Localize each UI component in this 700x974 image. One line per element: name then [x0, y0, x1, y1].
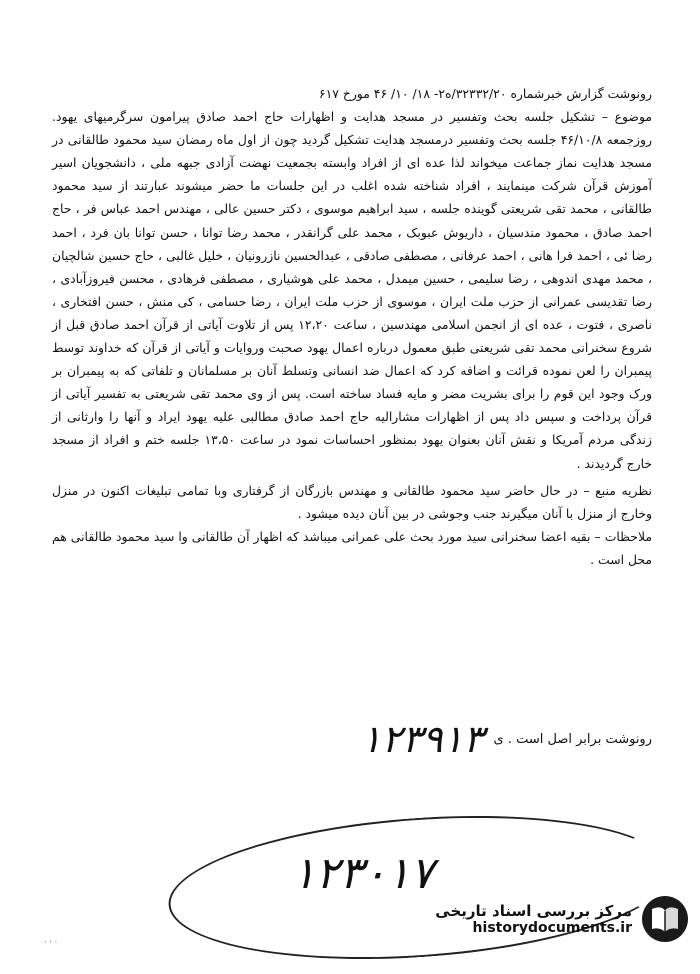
book-logo-icon — [640, 894, 690, 944]
certification-line — [361, 717, 652, 761]
paragraph-report: موضوع – تشکیل جلسه بحث وتفسیر در مسجد هدایت و اظهارات حاج احمد صادق پیرامون سرگرمیهای یهود. روزجمعه ۴۶/۱۰/۸ جلسه بحث وتفسیر درمسجد هدایت تشکیل گردید چون از اول ماه رمضان سید محمود طالقانی در مسجد هدایت نماز جماعت میخواند لذا عده ای از افراد وابسته بجمعیت نهضت آزادی جبهه ملی ، دانشجویان اسیر آموزش قرآن شرکت مینمایند ، افراد شناخته شده اغلب در این جلسات ما حضر میشوند عبارتند از سید محمود طالقانی ، محمد تقی شریعتی گوینده جلسه ، سید ابراهیم موسوی ، دکتر حسین عالی ، مهندس احمد عباس فر ، حاج احمد صادق ، محمود مندسیان ، داریوش عبوبک ، محمد علی گرانقدر ، محمد رضا توانا ، حسن توانا بان فرد ، احمد رضا ئی ، احمد فرا هانی ، احمد عرفانی ، مصطفی صادقی ، عبدالحسین نازرونیان ، خلیل غالبی ، حاج حسین شالچیان ، محمد مهدی اندوهی ، رضا سلیمی ، حسین میمدل ، محمد علی هوشیاری ، مصطفی فرهادی ، محسن فیروزآبادی ، رضا تقدیسی عمرانی از حزب ملت ایران ، موسوی از حزب ملت ایران ، رضا حسامی ، کی منش ، حسن افتخاری ، ناصری ، فتوت ، عده ای از انجمن اسلامی مهندسین ، ساعت ۱۲،۲۰ پس از تلاوت آیاتی از قرآن احمد صادق قبل از شروع سخنرانی محمد تقی شریعتی طبق معمول درباره اعمال یهود صحبت وروایات و آیاتی از قرآن که خداوند توسط پیمبران را لعن نموده قرائت و اضافه کرد که اعمال ضد انسانی وتسلط آنان بر مسلمانان و تلفاتی که به پیمبران بر ورک وجود این قوم را برای بشریت مضر و مایه فساد ساخته است. پس از وی محمد تقی شریعتی به تفسیر آیاتی از قرآن پرداخت و سپس داد پس از اظهارات مشارالیه حاج احمد صادق مطالبی علیه یهود ایراد و آنها را وارثانی از زندگی مردم آمریکا و نقش آنان بعنوان یهود بمنظور احساسات نمود در ساعت ۱۳،۵۰ جلسه ختم و افراد از مسجد خارج گردیدند . — [52, 109, 652, 471]
document-body — [52, 82, 652, 571]
document-header: رونوشت گزارش خبرشماره ۳۲۳۳۲/۲۰/ه۲- ۱۸/ ۱۰/ ۴۶ مورخ ۶۱۷ — [318, 86, 652, 101]
watermark-text — [435, 902, 632, 936]
watermark — [435, 891, 690, 947]
certified-copy-label: رونوشت برابر اصل است . ی — [493, 731, 652, 747]
margin-mark: ' ' ' — [44, 940, 58, 950]
paragraph-source-opinion: نظریه منبع – در حال حاضر سید محمود طالقانی و مهندس بازرگان از گرفتاری وبا تمامی تبلیغات اکنون در منزل وخارج از منزل با آنان میگیرند جنب وجوشی در بین آنان دیده میشود . — [52, 482, 652, 521]
watermark-url: historydocuments.ir — [472, 920, 632, 936]
watermark-name: مرکز بررسی اسناد تاریخی — [435, 902, 632, 920]
signature-number: ۱۲۳۹۱۳ — [361, 717, 484, 761]
stamp-number: ۱۲۳۰۱۷ — [292, 848, 434, 899]
paragraph-remarks: ملاحظات – بقیه اعضا سخنرانی سید مورد بحث علی عمرانی میباشد که اظهار آن طالقانی وا سید محمود طالقانی هم محل است . — [52, 528, 652, 567]
